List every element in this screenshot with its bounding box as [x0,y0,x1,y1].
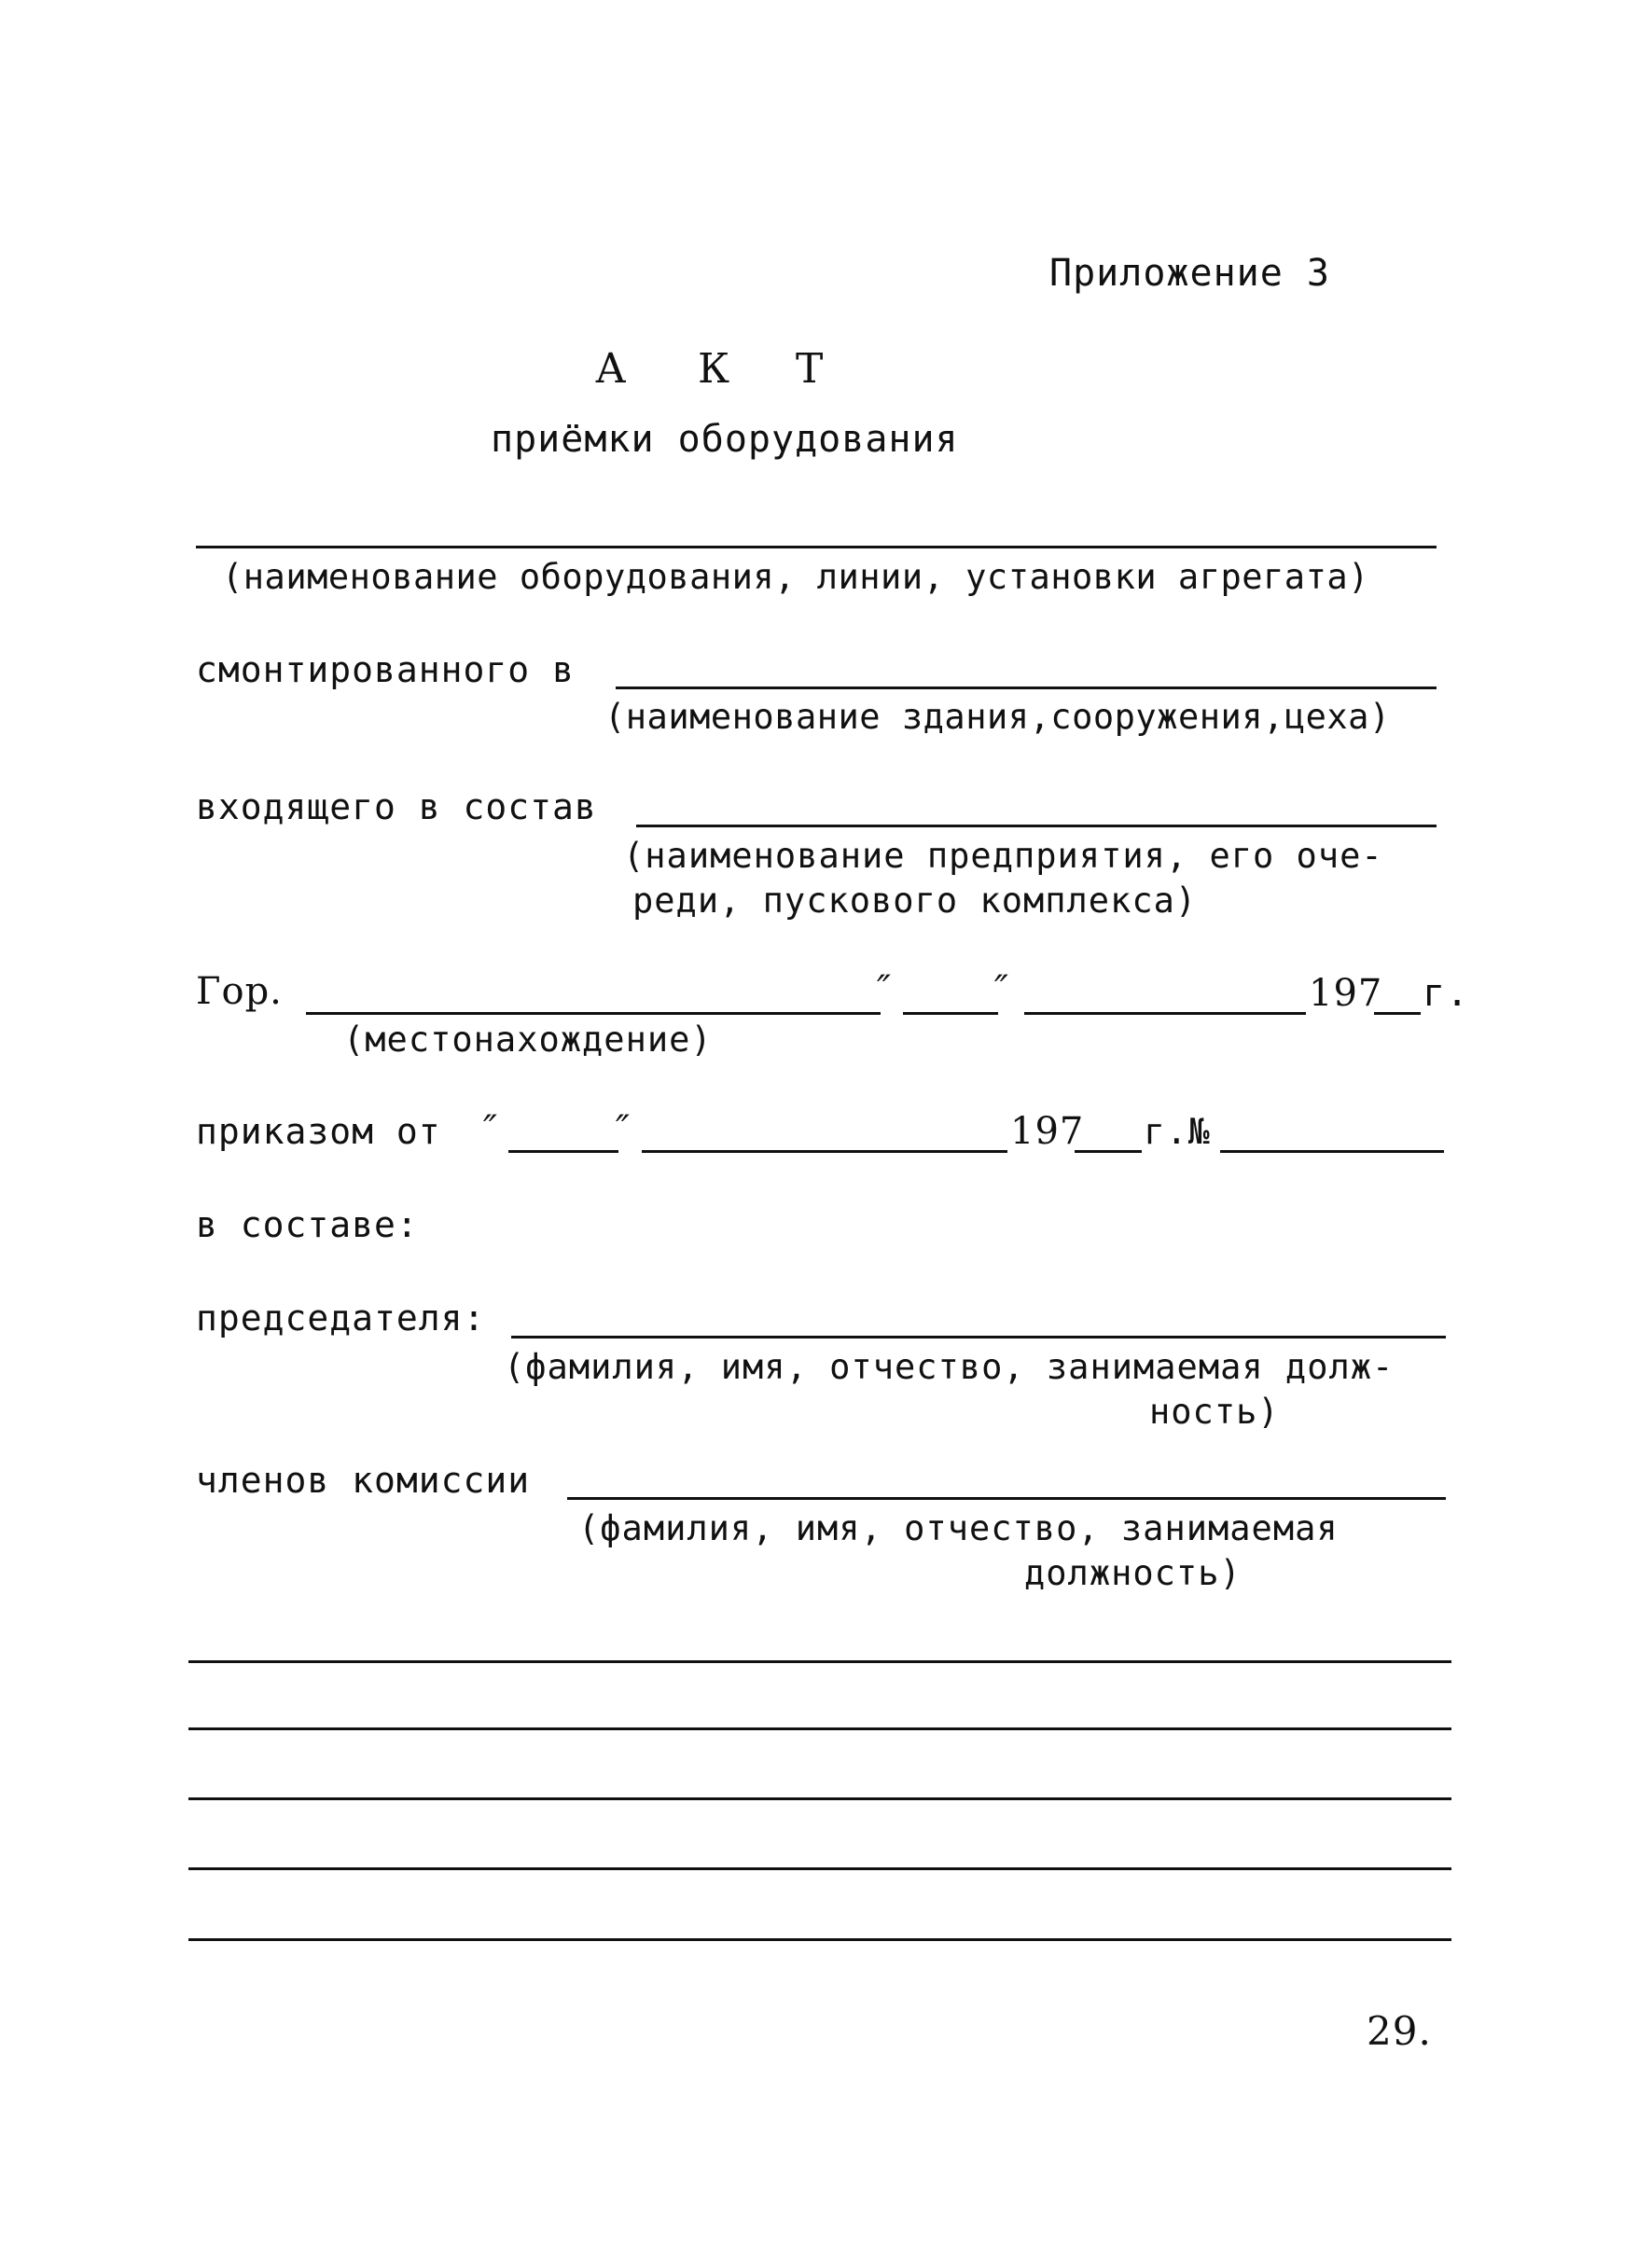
city-year-line[interactable] [1374,1012,1421,1015]
order-year-prefix: 197 [1010,1110,1085,1153]
order-day-line[interactable] [508,1150,618,1153]
part-of-caption-line-1: (наименование предприятия, его оче- [623,836,1383,876]
part-of-label: входящего в состав [196,786,597,827]
page-number: 29. [1367,2008,1432,2054]
city-date-close-quote: ″ [994,968,1008,1011]
city-month-line[interactable] [1024,1012,1306,1015]
chairman-caption-line-2: ность) [1149,1392,1280,1432]
members-label: членов комиссии [196,1460,531,1501]
order-date-open-quote: ″ [483,1108,497,1151]
part-of-line[interactable] [636,825,1437,827]
order-number-label: г.№ [1144,1111,1211,1152]
chairman-line[interactable] [511,1336,1446,1338]
city-year-prefix: 197 [1309,972,1383,1015]
part-of-caption-line-2: реди, пускового комплекса) [632,881,1198,921]
order-month-line[interactable] [642,1150,1007,1153]
order-date-close-quote: ″ [616,1108,630,1151]
blank-line[interactable] [188,1938,1451,1941]
mounted-line[interactable] [616,687,1437,689]
blank-line[interactable] [188,1660,1451,1663]
act-title-letter-a: А [595,345,629,393]
order-number-line[interactable] [1220,1150,1444,1153]
city-year-suffix: г. [1423,972,1470,1015]
chairman-label: председателя: [196,1297,486,1338]
act-title-letter-k: К [698,345,732,393]
act-title-letter-t: Т [796,345,826,393]
act-subtitle: приёмки оборудования [491,418,959,461]
blank-line[interactable] [188,1797,1451,1800]
city-label: Гор. [196,970,283,1013]
city-day-line[interactable] [903,1012,998,1015]
appendix-label: Приложение 3 [1049,252,1330,295]
blank-line[interactable] [188,1867,1451,1870]
order-year-line[interactable] [1075,1150,1142,1153]
city-caption: (местонахождение) [343,1019,713,1060]
mounted-label: смонтированного в [196,649,575,690]
composition-label: в составе: [196,1204,419,1245]
mounted-caption: (наименование здания,сооружения,цеха) [604,697,1391,737]
city-date-open-quote: ″ [877,968,891,1011]
members-caption-line-2: должность) [1024,1553,1242,1593]
city-line[interactable] [306,1012,881,1015]
chairman-caption-line-1: (фамилия, имя, отчество, занимаемая долж- [504,1347,1395,1387]
blank-line[interactable] [188,1727,1451,1730]
members-line[interactable] [567,1497,1446,1500]
equipment-name-line[interactable] [196,546,1437,548]
order-label: приказом от [196,1111,441,1152]
members-caption-line-1: (фамилия, имя, отчество, занимаемая [578,1508,1339,1548]
equipment-caption: (наименование оборудования, линии, установки агрегата) [222,557,1369,597]
